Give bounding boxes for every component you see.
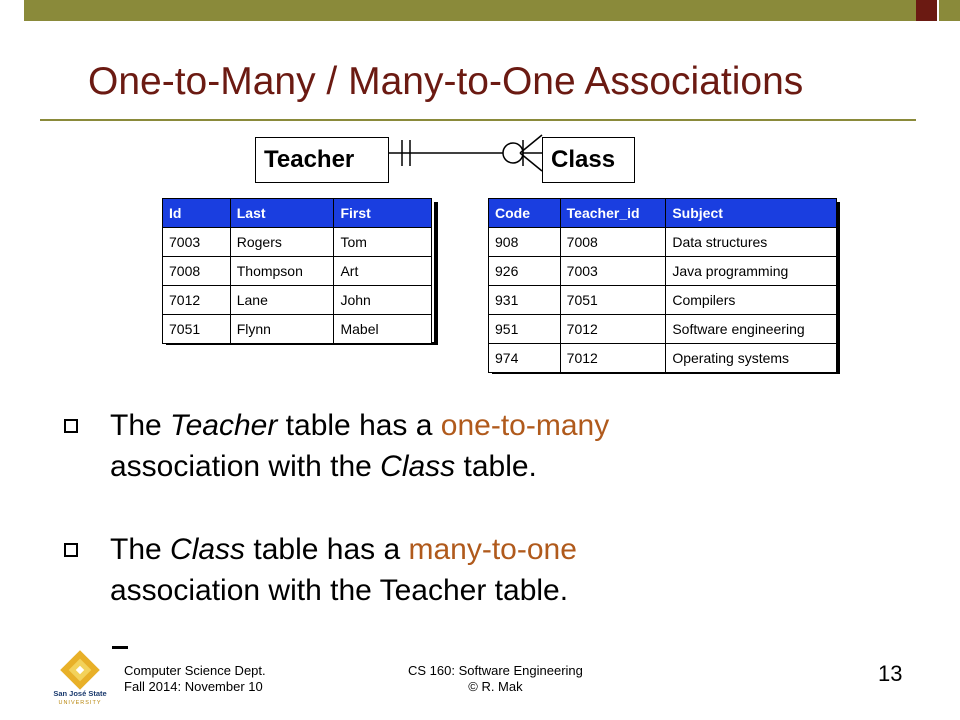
teacher-table-shadow-right: [434, 202, 438, 344]
bullet-emphasis: Teacher: [170, 409, 278, 442]
table-row: [489, 257, 837, 286]
title-divider: [40, 119, 916, 121]
footer-course-title: [408, 663, 583, 695]
table-row: [489, 344, 837, 373]
slide-title: One-to-Many / Many-to-One Associations: [88, 60, 804, 103]
table-cell: Operating systems: [666, 344, 837, 373]
logo-wordmark: San José State: [53, 689, 107, 698]
table-cell: Flynn: [230, 315, 334, 344]
page-number: 13: [878, 661, 903, 686]
table-cell: 926: [489, 257, 561, 286]
table-row: [489, 228, 837, 257]
table-cell: 7012: [560, 344, 666, 373]
table-row: [163, 286, 432, 315]
bullet-text: [110, 529, 904, 611]
table-cell: Thompson: [230, 257, 334, 286]
table-cell: John: [334, 286, 432, 315]
top-accent-bar: [24, 0, 916, 21]
table-cell: 974: [489, 344, 561, 373]
bullet-highlight: one-to-many: [440, 409, 610, 442]
table-cell: Java programming: [666, 257, 837, 286]
table-cell: 7008: [163, 257, 231, 286]
column-header: Teacher_id: [560, 199, 666, 228]
table-row: [163, 228, 432, 257]
column-header: Subject: [666, 199, 837, 228]
table-cell: 7012: [560, 315, 666, 344]
crows-foot-connector: [380, 130, 550, 180]
table-cell: 7051: [560, 286, 666, 315]
column-header: First: [334, 199, 432, 228]
table-cell: Software engineering: [666, 315, 837, 344]
table-row: [489, 286, 837, 315]
stray-dash: [112, 646, 128, 649]
column-header: Id: [163, 199, 231, 228]
table-cell: 7051: [163, 315, 231, 344]
teacher-table: [162, 198, 432, 344]
top-accent-square-olive: [939, 0, 960, 21]
table-cell: Mabel: [334, 315, 432, 344]
table-row: [163, 257, 432, 286]
table-cell: 908: [489, 228, 561, 257]
footer-course-info: [124, 663, 266, 695]
table-cell: 931: [489, 286, 561, 315]
table-cell: Lane: [230, 286, 334, 315]
table-cell: Tom: [334, 228, 432, 257]
bullet-one-to-many: [64, 405, 904, 487]
bullet-text-part: table has a: [277, 409, 441, 442]
table-cell: 7003: [163, 228, 231, 257]
bullet-emphasis: Class: [380, 450, 456, 483]
bullet-many-to-one: [64, 529, 904, 611]
table-cell: Compilers: [666, 286, 837, 315]
bullet-text-part: The: [110, 409, 171, 442]
bullet-text-part: association with the Teacher table.: [110, 574, 569, 607]
table-cell: Data structures: [666, 228, 837, 257]
square-bullet-icon: [64, 543, 78, 557]
table-cell: Art: [334, 257, 432, 286]
bullet-text-part: association with the: [110, 450, 381, 483]
class-table-header-row: [489, 199, 837, 228]
table-cell: 7003: [560, 257, 666, 286]
table-cell: 951: [489, 315, 561, 344]
footer-course: CS 160: Software Engineering: [408, 663, 583, 678]
footer-author: © R. Mak: [468, 679, 523, 694]
sjsu-logo-icon: [50, 650, 110, 706]
logo-subtext: UNIVERSITY: [58, 700, 102, 706]
table-row: [163, 315, 432, 344]
teacher-table-header-row: [163, 199, 432, 228]
entity-teacher-box: Teacher: [255, 137, 389, 183]
footer-dept: Computer Science Dept.: [124, 663, 266, 678]
bullet-highlight: many-to-one: [408, 533, 577, 566]
bullet-text-part: The: [110, 533, 171, 566]
square-bullet-icon: [64, 419, 78, 433]
bullet-emphasis: Class: [170, 533, 246, 566]
table-row: [489, 315, 837, 344]
class-table: [488, 198, 837, 373]
column-header: Code: [489, 199, 561, 228]
table-cell: 7008: [560, 228, 666, 257]
bullet-text-part: table has a: [245, 533, 409, 566]
entity-class-box: Class: [542, 137, 635, 183]
table-cell: 7012: [163, 286, 231, 315]
footer-date: Fall 2014: November 10: [124, 679, 263, 694]
top-accent-square-dark: [916, 0, 937, 21]
bullet-text-part: table.: [455, 450, 537, 483]
column-header: Last: [230, 199, 334, 228]
table-cell: Rogers: [230, 228, 334, 257]
bullet-text: [110, 405, 904, 487]
